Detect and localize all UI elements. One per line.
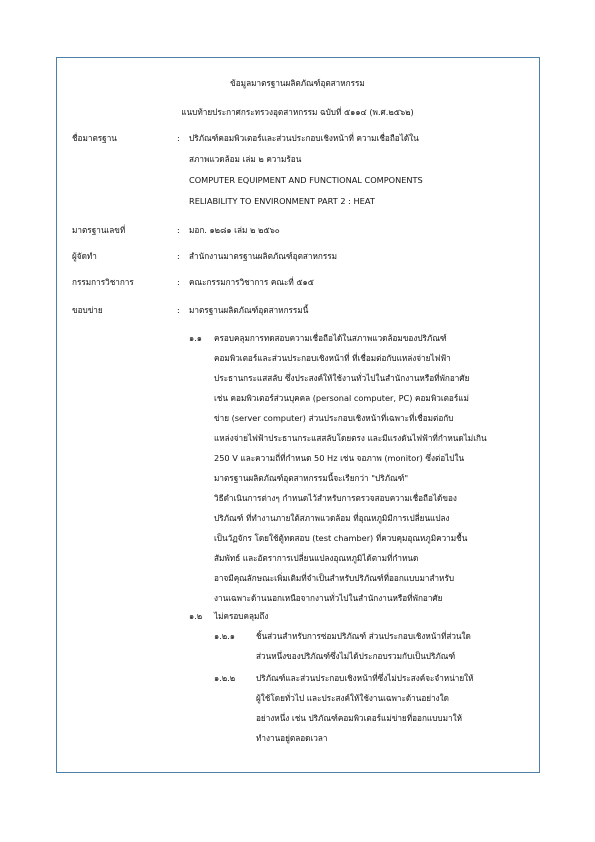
clause-line: ประธานกระแสสลับ ซึ่งประสงค์ให้ใช้งานทั่วไปในสำนักงานหรือที่พักอาศัย	[214, 373, 470, 383]
clause-line: ข่าย (server computer) ส่วนประกอบเชิงหน้าที่เฉพาะที่เชื่อมต่อกับ	[214, 413, 454, 423]
document-subtitle: แนบท้ายประกาศกระทรวงอุตสาหกรรม ฉบับที่ ๕๑๑๔ (พ.ศ.๒๕๖๒)	[181, 107, 414, 117]
clause-line: แหล่งจ่ายไฟฟ้าประธานกระแสสลับโดยตรง และมีแรงดันไฟฟ้าที่กำหนดไม่เกิน	[214, 433, 487, 443]
clause-line: คอมพิวเตอร์และส่วนประกอบเชิงหน้าที่ ที่เชื่อมต่อกับแหล่งจ่ายไฟฟ้า	[214, 353, 451, 363]
subclause-line: ทำงานอยู่ตลอดเวลา	[256, 733, 328, 743]
subclause-line: ปริภัณฑ์และส่วนประกอบเชิงหน้าที่ซึ่งไม่ประสงค์จะจำหน่ายให้	[256, 673, 474, 683]
field-value-line: COMPUTER EQUIPMENT AND FUNCTIONAL COMPONENTS	[189, 175, 423, 185]
field-value-line: มอก. ๑๒๘๑ เล่ม ๒ ๒๕๖๐	[189, 225, 280, 235]
field-label-author: ผู้จัดทำ	[72, 251, 97, 261]
subclause-line: อย่างหนึ่ง เช่น ปริภัณฑ์คอมพิวเตอร์แม่ข่ายที่ออกแบบมาให้	[256, 713, 462, 723]
field-value-line: RELIABILITY TO ENVIRONMENT PART 2 : HEAT	[189, 196, 375, 206]
clause-line: งานเฉพาะด้านนอกเหนือจากงานทั่วไปในสำนักงานหรือที่พักอาศัย	[214, 593, 443, 603]
clause-line: สัมพัทธ์ และอัตราการเปลี่ยนแปลงอุณหภูมิได้ตามที่กำหนด	[214, 553, 419, 563]
clause-number: ๑.๑	[189, 333, 202, 343]
document-title: ข้อมูลมาตรฐานผลิตภัณฑ์อุตสาหกรรม	[230, 78, 365, 88]
field-value-line: คณะกรรมการวิชาการ คณะที่ ๕๑๕	[189, 277, 314, 287]
clause-line: อาจมีคุณลักษณะเพิ่มเติมที่จำเป็นสำหรับปริภัณฑ์ที่ออกแบบมาสำหรับ	[214, 573, 455, 583]
clause-line: วิธีดำเนินการต่างๆ กำหนดไว้สำหรับการตรวจสอบความเชื่อถือได้ของ	[214, 493, 457, 503]
subclause-number: ๑.๒.๑	[214, 631, 235, 641]
clause-line: 250 V และความถี่ที่กำหนด 50 Hz เช่น จอภาพ (monitor) ซึ่งต่อไปใน	[214, 453, 465, 463]
field-label-standard-name: ชื่อมาตรฐาน	[72, 133, 117, 143]
subclause-line: ชิ้นส่วนสำหรับการซ่อมปริภัณฑ์ ส่วนประกอบเชิงหน้าที่ส่วนใด	[256, 631, 471, 641]
clause-line: เช่น คอมพิวเตอร์ส่วนบุคคล (personal computer, PC) คอมพิวเตอร์แม่	[214, 393, 469, 403]
clause-line: ปริภัณฑ์ ที่ทำงานภายใต้สภาพแวดล้อม ที่อุณหภูมิมีการเปลี่ยนแปลง	[214, 513, 450, 523]
field-value-line: สำนักงานมาตรฐานผลิตภัณฑ์อุตสาหกรรม	[189, 251, 338, 261]
field-label-scope: ขอบข่าย	[72, 305, 103, 315]
clause-number: ๑.๒	[189, 611, 203, 621]
clause-line: ครอบคลุมการทดสอบความเชื่อถือได้ในสภาพแวดล้อมของปริภัณฑ์	[214, 333, 447, 343]
field-colon: :	[177, 277, 180, 287]
clause-line: มาตรฐานผลิตภัณฑ์อุตสาหกรรมนี้จะเรียกว่า "ปริภัณฑ์"	[214, 473, 409, 483]
clause-line: เป็นวัฏจักร โดยใช้ตู้ทดสอบ (test chamber) ที่ควบคุมอุณหภูมิความชื้น	[214, 533, 468, 543]
field-label-standard-number: มาตรฐานเลขที่	[72, 225, 126, 235]
subclause-line: ส่วนหนึ่งของปริภัณฑ์ซึ่งไม่ได้ประกอบรวมกับเป็นปริภัณฑ์	[256, 651, 456, 661]
field-colon: :	[177, 133, 180, 143]
field-value-line: ปริภัณฑ์คอมพิวเตอร์และส่วนประกอบเชิงหน้าที่ ความเชื่อถือได้ใน	[189, 133, 419, 143]
field-value-line: สภาพแวดล้อม เล่ม ๒ ความร้อน	[189, 154, 302, 164]
subclause-line: ผู้ใช้โดยทั่วไป และประสงค์ให้ใช้งานเฉพาะด้านอย่างใด	[256, 693, 449, 703]
field-colon: :	[177, 305, 180, 315]
subclause-number: ๑.๒.๒	[214, 673, 236, 683]
field-colon: :	[177, 225, 180, 235]
field-label-committee: กรรมการวิชาการ	[72, 277, 134, 287]
field-value-line: มาตรฐานผลิตภัณฑ์อุตสาหกรรมนี้	[189, 305, 309, 315]
clause-line: ไม่ครอบคลุมถึง	[214, 611, 269, 621]
field-colon: :	[177, 251, 180, 261]
